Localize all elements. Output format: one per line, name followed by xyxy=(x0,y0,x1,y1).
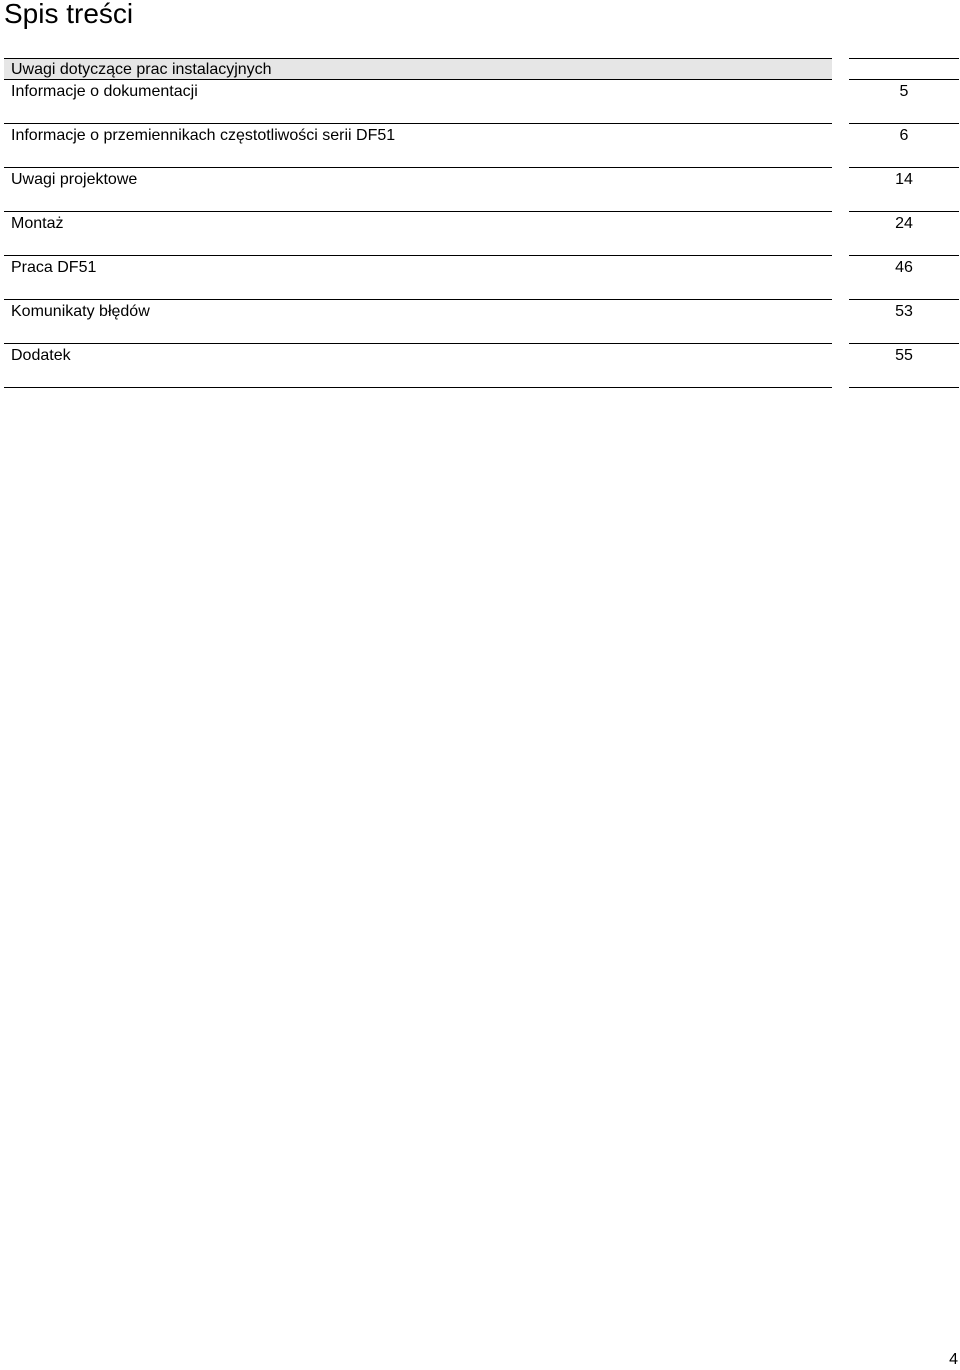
page-title: Spis treści xyxy=(4,0,134,29)
toc-entry[interactable] xyxy=(4,168,832,212)
toc-entry-label: Informacje o przemiennikach częstotliwości serii DF51 xyxy=(11,127,396,144)
toc-page-cell[interactable] xyxy=(849,344,959,388)
toc-entry[interactable] xyxy=(4,124,832,168)
toc-page-number: 46 xyxy=(895,259,913,276)
toc-page-cell[interactable] xyxy=(849,80,959,124)
toc-page-cell[interactable] xyxy=(849,168,959,212)
toc-section-header-spacer xyxy=(849,58,959,80)
toc-page-number: 53 xyxy=(895,303,913,320)
toc-page-cell[interactable] xyxy=(849,300,959,344)
toc-page-cell[interactable] xyxy=(849,124,959,168)
toc-entry-label: Informacje o dokumentacji xyxy=(11,83,198,100)
toc-entry-label: Uwagi projektowe xyxy=(11,171,138,188)
toc-section-header: Uwagi dotyczące prac instalacyjnych xyxy=(4,58,832,80)
toc-page-number: 55 xyxy=(895,347,913,364)
toc-entry-label: Dodatek xyxy=(11,347,71,364)
toc-entry[interactable] xyxy=(4,212,832,256)
toc-entry-label: Montaż xyxy=(11,215,64,232)
toc-page-cell[interactable] xyxy=(849,212,959,256)
toc-entry[interactable] xyxy=(4,80,832,124)
page-number: 4 xyxy=(949,1351,958,1368)
toc-page-number: 6 xyxy=(899,127,909,144)
toc-page-number: 5 xyxy=(899,83,909,100)
toc-entry[interactable] xyxy=(4,256,832,300)
toc-page-number: 24 xyxy=(895,215,913,232)
toc-entry[interactable] xyxy=(4,344,832,388)
toc-page-cell[interactable] xyxy=(849,256,959,300)
toc-entry-label: Praca DF51 xyxy=(11,259,97,276)
toc-entry-label: Komunikaty błędów xyxy=(11,303,150,320)
toc-entry[interactable] xyxy=(4,300,832,344)
toc-page-number: 14 xyxy=(895,171,913,188)
toc-page-numbers xyxy=(849,58,959,388)
toc-entries xyxy=(4,58,832,388)
